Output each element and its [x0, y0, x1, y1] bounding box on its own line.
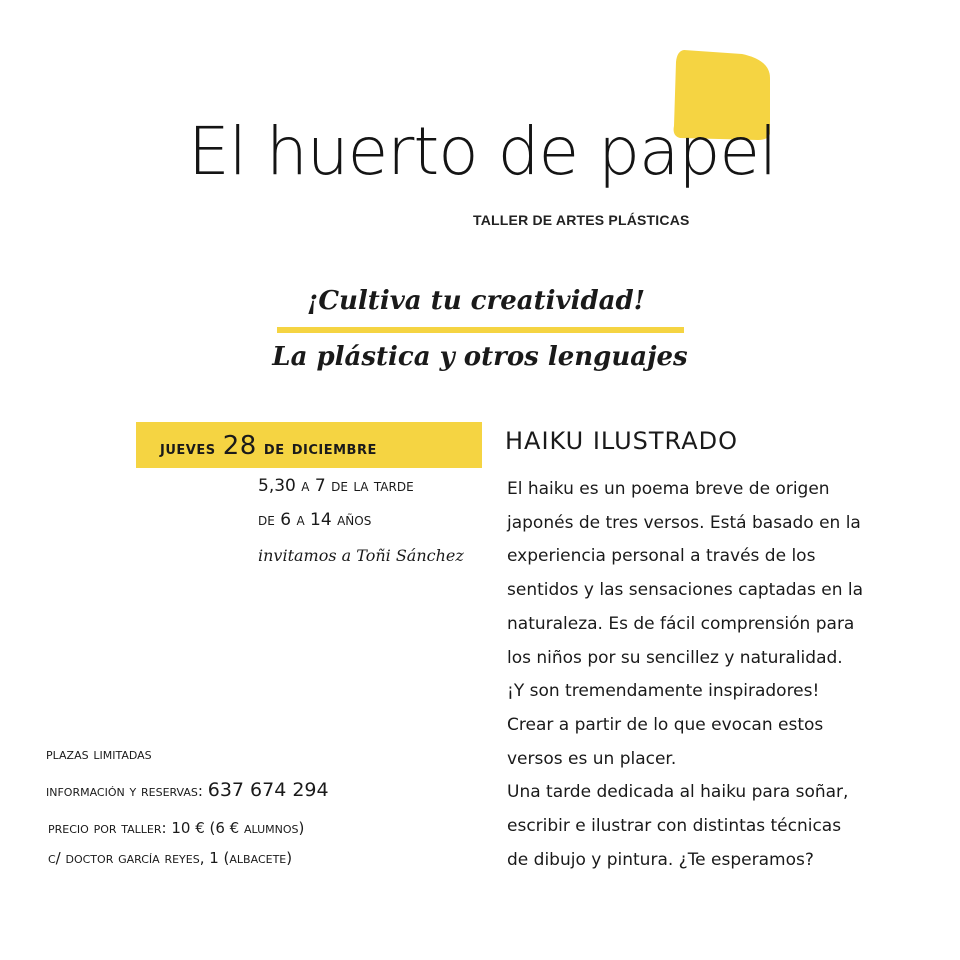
description-line: experiencia personal a través de los [507, 546, 816, 567]
date-weekday: jueves [160, 437, 216, 459]
address-info: c/ doctor garcía reyes, 1 (albacete) [48, 849, 293, 867]
phone-number: 637 674 294 [207, 779, 329, 801]
slogan-languages: La plástica y otros lenguajes [272, 342, 688, 372]
slogan-underline [277, 327, 684, 333]
workshop-title: HAIKU ILUSTRADO [505, 427, 739, 455]
event-date [160, 431, 377, 461]
date-day: 28 [222, 431, 257, 461]
description-line: sentidos y las sensaciones captadas en la [507, 580, 864, 601]
page-title: El huerto de papel [188, 113, 777, 190]
workshop-description [507, 473, 887, 877]
description-line: Crear a partir de lo que evocan estos [507, 714, 824, 735]
description-line: Una tarde dedicada al haiku para soñar, [507, 782, 849, 803]
price-info: precio por taller: 10 € (6 € alumnos) [48, 819, 305, 837]
reservations-label: información y reservas: [46, 782, 203, 800]
description-line: ¡Y son tremendamente inspiradores! [507, 681, 820, 702]
event-guest: invitamos a Toñi Sánchez [258, 546, 464, 565]
slogan-creativity: ¡Cultiva tu creatividad! [306, 286, 646, 316]
description-line: japonés de tres versos. Está basado en la [507, 512, 861, 533]
limited-places: plazas limitadas [46, 745, 152, 763]
description-line: naturaleza. Es de fácil comprensión para [507, 613, 855, 634]
description-line: versos es un placer. [507, 748, 677, 769]
description-line: escribir e ilustrar con distintas técnicas [507, 816, 842, 837]
event-ages: de 6 a 14 años [258, 510, 372, 530]
reservations-info [46, 779, 329, 801]
description-line: los niños por su sencillez y naturalidad. [507, 647, 843, 668]
date-month: de diciembre [263, 437, 377, 459]
description-line: El haiku es un poema breve de origen [507, 479, 830, 499]
event-time: 5,30 a 7 de la tarde [258, 476, 414, 496]
page-subtitle: TALLER DE ARTES PLÁSTICAS [473, 212, 690, 228]
description-line: de dibujo y pintura. ¿Te esperamos? [507, 849, 814, 870]
